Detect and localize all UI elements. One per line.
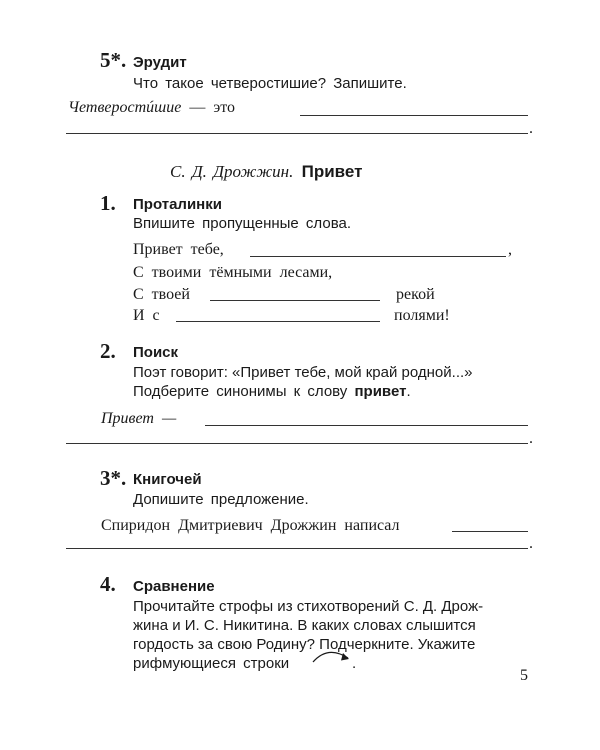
task-4-text-line-2: жина и И. С. Никитина. В каких словах слышится — [133, 617, 476, 634]
task-3-number: 3*. — [100, 466, 127, 490]
section-author: С. Д. Дрожжин. — [170, 162, 294, 181]
task-5-title: Эрудит — [133, 54, 187, 71]
task-4-number: 4. — [100, 572, 116, 596]
task-3-instruction: Допишите предложение. — [133, 491, 309, 508]
task-5-answer-prefix — [68, 99, 235, 117]
page-number: 5 — [520, 667, 528, 684]
task-5-answer-line-2[interactable] — [66, 133, 528, 134]
task-4-text-line-1: Прочитайте строфы из стихотворений С. Д. Дрож- — [133, 598, 484, 615]
task-4-text-line-4: рифмующиеся строки — [133, 655, 290, 672]
task-2-text-line-2-end: . — [406, 383, 411, 400]
task-4-text-line-3: гордость за свою Родину? Подчеркните. Укажите — [133, 636, 476, 653]
task-3-title: Книгочей — [133, 471, 202, 488]
poem-line-4-start: И с — [133, 307, 160, 324]
poem-line-4-blank[interactable] — [176, 321, 380, 322]
task-2-text-line-1: Поэт говорит: «Привет тебе, мой край родной...» — [133, 364, 473, 381]
poem-line-3-end: рекой — [396, 286, 435, 303]
task-5-term-rest: — это — [181, 99, 236, 116]
task-1-title: Проталинки — [133, 196, 222, 213]
task-5-term: Четверостúшие — [68, 99, 182, 116]
task-5-number: 5*. — [100, 48, 127, 72]
task-2-answer-line-1[interactable] — [205, 425, 528, 426]
rhyme-arc-icon — [310, 647, 354, 665]
task-1-number: 1. — [100, 191, 116, 215]
task-3-end-period: . — [529, 535, 533, 552]
section-title: Привет — [301, 162, 363, 181]
task-3-sentence: Спиридон Дмитриевич Дрожжин написал — [101, 517, 400, 534]
task-2-text-line-2-start: Подберите синонимы к слову — [133, 383, 355, 400]
task-2-end-period: . — [529, 430, 533, 447]
task-5-answer-line-1[interactable] — [300, 115, 528, 116]
task-2-text-line-2 — [133, 382, 411, 401]
poem-line-3-blank[interactable] — [210, 300, 380, 301]
task-2-title: Поиск — [133, 344, 179, 361]
section-heading — [170, 162, 362, 182]
task-2-keyword: привет — [354, 383, 407, 400]
task-5-instruction: Что такое четверостишие? Запишите. — [133, 75, 407, 92]
poem-line-3-start: С твоей — [133, 286, 190, 303]
poem-line-2: С твоими тёмными лесами, — [133, 264, 333, 281]
task-2-answer-prefix: Привет — — [101, 410, 177, 427]
task-5-end-period: . — [529, 120, 533, 137]
poem-line-1: Привет тебе, — [133, 241, 224, 258]
poem-line-1-comma: , — [508, 241, 512, 258]
task-2-number: 2. — [100, 339, 116, 363]
task-3-answer-line-2[interactable] — [66, 548, 528, 549]
poem-line-1-blank[interactable] — [250, 256, 506, 257]
poem-line-4-end: полями! — [394, 307, 450, 324]
task-1-instruction: Впишите пропущенные слова. — [133, 215, 352, 232]
task-3-answer-line-1[interactable] — [452, 531, 528, 532]
task-4-end-period: . — [352, 655, 357, 672]
task-2-answer-line-2[interactable] — [66, 443, 528, 444]
task-4-title: Сравнение — [133, 578, 215, 595]
